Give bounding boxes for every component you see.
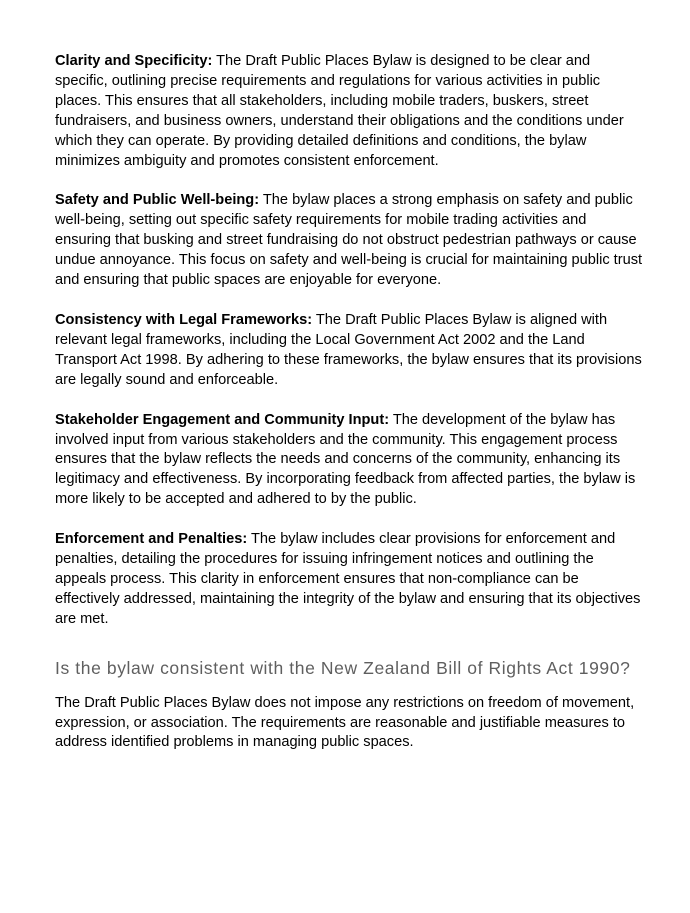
section-text: The development of the bylaw has involved input from various stakeholders and the community. This engagement process ensures that the bylaw reflects the needs and concerns of the community, enhancing its legitimacy and effectiveness. By incorporating feedback from affected parties, the bylaw is more likely to be accepted and adhered to by the public. (55, 411, 636, 508)
bill-of-rights-paragraph: The Draft Public Places Bylaw does not impose any restrictions on freedom of movement, expression, or association. The requirements are reasonable and justifiable measures to address identified problems in managing public spaces. (55, 694, 635, 751)
section-safety (55, 191, 645, 291)
section-enforcement (55, 530, 645, 630)
section-lead: Enforcement and Penalties: (55, 531, 248, 548)
bill-of-rights-heading: Is the bylaw consistent with the New Zealand Bill of Rights Act 1990? (55, 657, 631, 678)
section-lead: Safety and Public Well-being: (55, 192, 260, 209)
section-legal-frameworks (55, 311, 645, 391)
section-lead: Consistency with Legal Frameworks: (55, 311, 313, 328)
section-clarity (55, 52, 645, 171)
section-lead: Clarity and Specificity: (55, 53, 213, 69)
section-text: The Draft Public Places Bylaw is designed to be clear and specific, outlining precise requirements and regulations for various activities in public places. This ensures that all stakeholders, including mobile traders, buskers, street fundraisers, and business owners, understand their obligations and the conditions under which they can operate. By providing detailed definitions and conditions, the bylaw minimizes ambiguity and promotes consistent enforcement. (55, 53, 624, 169)
section-lead: Stakeholder Engagement and Community Input: (55, 411, 390, 428)
section-stakeholder-engagement (55, 411, 645, 511)
document-page (55, 52, 645, 773)
section-text: The Draft Public Places Bylaw is aligned with relevant legal frameworks, including the Local Government Act 2002 and the Land Transport Act 1998. By adhering to these frameworks, the bylaw ensures that its provisions are legally sound and enforceable. (55, 311, 642, 388)
section-text: The bylaw includes clear provisions for enforcement and penalties, detailing the procedures for issuing infringement notices and outlining the appeals process. This clarity in enforcement ensures that non-compliance can be effectively addressed, maintaining the integrity of the bylaw and ensuring that its objectives are met. (55, 531, 641, 627)
section-text: The bylaw places a strong emphasis on safety and public well-being, setting out specific safety requirements for mobile trading activities and ensuring that busking and street fundraising do not obstruct pedestrian pathways or cause undue annoyance. This focus on safety and well-being is crucial for maintaining public trust and ensuring that public spaces are enjoyable for everyone. (55, 192, 643, 289)
